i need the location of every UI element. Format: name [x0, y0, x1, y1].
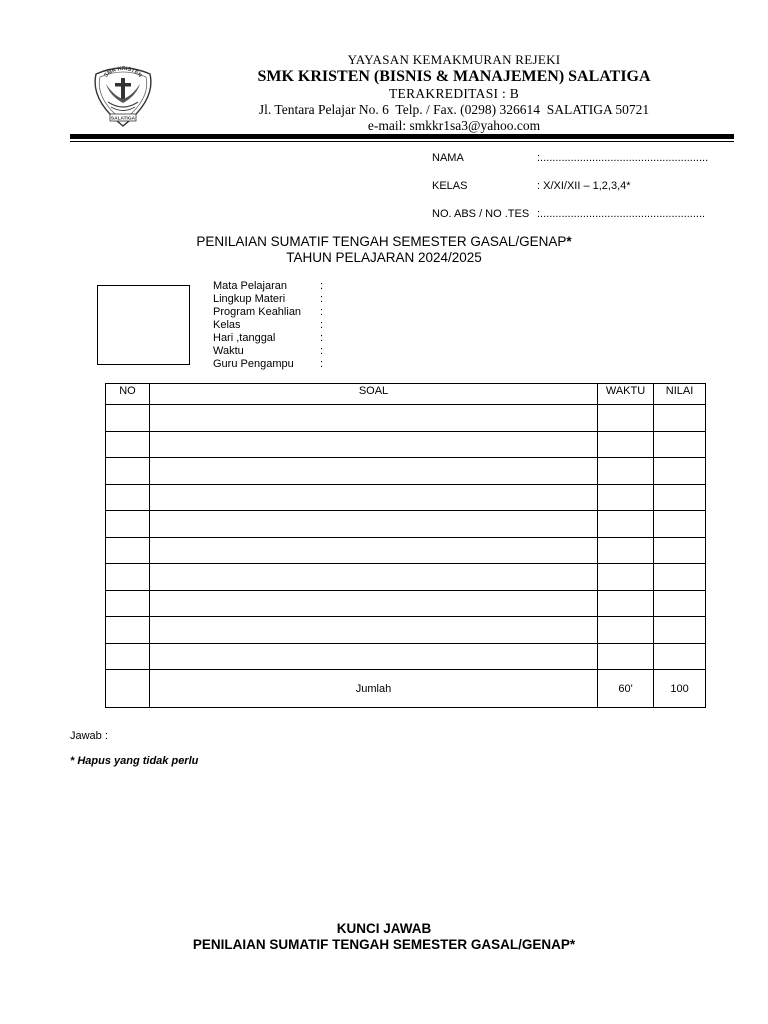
subject-row	[213, 280, 330, 293]
total-no-cell	[106, 670, 150, 708]
cell-waktu[interactable]	[598, 405, 654, 432]
letterhead	[170, 52, 738, 134]
cell-nilai[interactable]	[654, 564, 706, 591]
logo-text-bottom: SALATIGA	[110, 116, 136, 122]
table-total-row	[106, 670, 706, 708]
school-email: e-mail: smkkr1sa3@yahoo.com	[367, 118, 541, 133]
total-score: 100	[654, 670, 706, 708]
cell-soal[interactable]	[149, 431, 597, 458]
accreditation: TERAKREDITASI : B	[388, 86, 519, 101]
cell-no[interactable]	[106, 537, 150, 564]
cell-waktu[interactable]	[598, 643, 654, 670]
table-row	[106, 537, 706, 564]
student-name-label: NAMA	[432, 152, 464, 164]
answer-key-title: KUNCI JAWAB	[336, 921, 432, 936]
scope-label: Lingkup Materi	[213, 293, 286, 305]
cell-nilai[interactable]	[654, 643, 706, 670]
cell-nilai[interactable]	[654, 590, 706, 617]
class-row	[213, 319, 330, 332]
cell-no[interactable]	[106, 458, 150, 485]
exam-title-line2: TAHUN PELAJARAN 2024/2025	[286, 250, 482, 265]
table-row	[106, 511, 706, 538]
cell-waktu[interactable]	[598, 431, 654, 458]
header-no: NO	[106, 384, 150, 405]
program-label: Program Keahlian	[213, 306, 302, 318]
cell-waktu[interactable]	[598, 617, 654, 644]
exam-title-mark: *	[566, 234, 572, 249]
class-colon: :	[320, 319, 324, 331]
cell-soal[interactable]	[149, 458, 597, 485]
time-label: Waktu	[213, 345, 244, 357]
cell-nilai[interactable]	[654, 431, 706, 458]
svg-text:SMK KRISTEN	[103, 66, 143, 79]
cell-no[interactable]	[106, 643, 150, 670]
letterhead-divider-thin	[70, 141, 734, 142]
cell-nilai[interactable]	[654, 511, 706, 538]
cell-waktu[interactable]	[598, 590, 654, 617]
cell-waktu[interactable]	[598, 484, 654, 511]
school-address: Jl. Tentara Pelajar No. 6 Telp. / Fax. (0298) 326614 SALATIGA 50721	[258, 102, 650, 117]
cell-soal[interactable]	[149, 564, 597, 591]
scope-row	[213, 293, 330, 306]
cell-no[interactable]	[106, 590, 150, 617]
student-class-label: KELAS	[432, 180, 468, 192]
header-soal: SOAL	[149, 384, 597, 405]
student-number-field[interactable]: :......................................................	[537, 208, 706, 220]
cell-nilai[interactable]	[654, 537, 706, 564]
cell-soal[interactable]	[149, 537, 597, 564]
table-row	[106, 431, 706, 458]
answer-key-subtitle: PENILAIAN SUMATIF TENGAH SEMESTER GASAL/GENAP*	[192, 937, 576, 952]
cell-waktu[interactable]	[598, 537, 654, 564]
cell-soal[interactable]	[149, 511, 597, 538]
answer-label: Jawab :	[70, 730, 108, 742]
logo-text-top: SMK KRISTEN	[103, 65, 143, 79]
subject-colon: :	[320, 280, 324, 292]
table-row	[106, 564, 706, 591]
cell-soal[interactable]	[149, 484, 597, 511]
cell-nilai[interactable]	[654, 405, 706, 432]
student-class-field[interactable]: : X/XI/XII – 1,2,3,4*	[537, 180, 631, 192]
question-table	[105, 383, 706, 708]
cell-nilai[interactable]	[654, 484, 706, 511]
date-colon: :	[320, 332, 324, 344]
cell-soal[interactable]	[149, 405, 597, 432]
cell-waktu[interactable]	[598, 564, 654, 591]
teacher-label: Guru Pengampu	[213, 358, 294, 370]
table-header-row	[106, 384, 706, 405]
total-time: 60'	[598, 670, 654, 708]
school-name: SMK KRISTEN (BISNIS & MANAJEMEN) SALATIGA	[257, 68, 651, 85]
table-row	[106, 617, 706, 644]
program-row	[213, 306, 330, 319]
letterhead-divider-thick	[70, 134, 734, 139]
subject-info	[213, 280, 330, 371]
school-logo-icon	[86, 56, 160, 130]
table-row	[106, 458, 706, 485]
answer-key-heading	[0, 921, 768, 953]
subject-label: Mata Pelajaran	[213, 280, 287, 292]
footnote: * Hapus yang tidak perlu	[70, 755, 199, 767]
header-nilai: NILAI	[654, 384, 706, 405]
teacher-row	[213, 358, 330, 371]
table-row	[106, 405, 706, 432]
scope-colon: :	[320, 293, 324, 305]
cell-no[interactable]	[106, 617, 150, 644]
cell-soal[interactable]	[149, 643, 597, 670]
total-label: Jumlah	[149, 670, 597, 708]
table-row	[106, 484, 706, 511]
time-colon: :	[320, 345, 324, 357]
table-row	[106, 643, 706, 670]
class-label: Kelas	[213, 319, 241, 331]
photo-box	[97, 285, 190, 365]
cell-nilai[interactable]	[654, 458, 706, 485]
cell-no[interactable]	[106, 511, 150, 538]
date-row	[213, 332, 330, 345]
cell-waktu[interactable]	[598, 458, 654, 485]
program-colon: :	[320, 306, 324, 318]
exam-title	[0, 234, 768, 266]
cell-no[interactable]	[106, 564, 150, 591]
student-name-field[interactable]: :.......................................................	[537, 152, 709, 164]
table-row	[106, 590, 706, 617]
cell-waktu[interactable]	[598, 511, 654, 538]
date-label: Hari ,tanggal	[213, 332, 276, 344]
foundation-name: YAYASAN KEMAKMURAN REJEKI	[347, 52, 561, 67]
cell-soal[interactable]	[149, 617, 597, 644]
cell-no[interactable]	[106, 405, 150, 432]
time-row	[213, 345, 330, 358]
teacher-colon: :	[320, 358, 324, 370]
exam-title-line1: PENILAIAN SUMATIF TENGAH SEMESTER GASAL/GENAP	[196, 234, 567, 249]
cell-soal[interactable]	[149, 590, 597, 617]
cell-nilai[interactable]	[654, 617, 706, 644]
student-number-label: NO. ABS / NO .TES	[432, 208, 530, 220]
header-waktu: WAKTU	[598, 384, 654, 405]
cell-no[interactable]	[106, 431, 150, 458]
cell-no[interactable]	[106, 484, 150, 511]
